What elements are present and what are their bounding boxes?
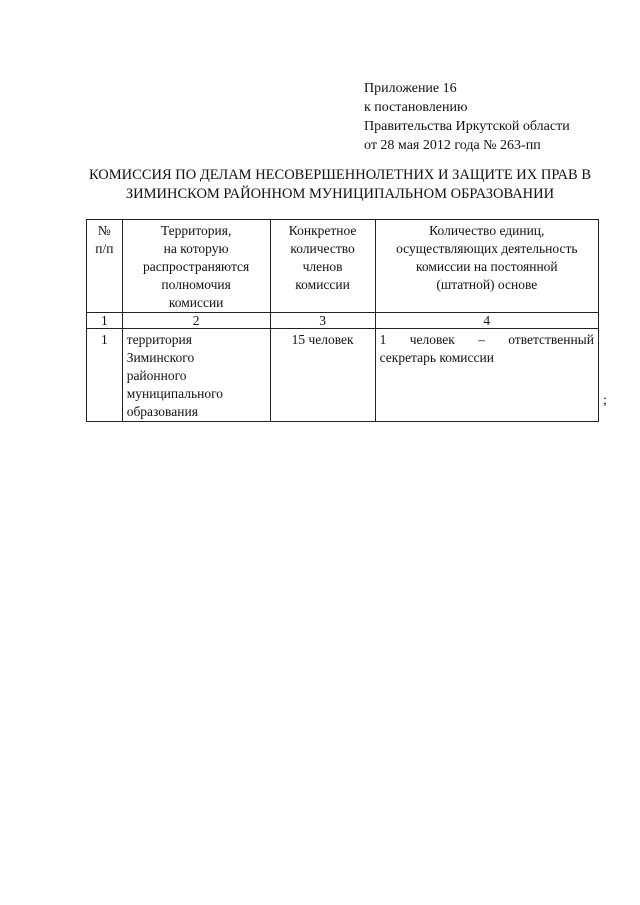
header-text: Территория, bbox=[160, 223, 232, 238]
header-text: № bbox=[97, 223, 111, 238]
row-territory bbox=[122, 329, 270, 422]
header-text: п/п bbox=[95, 241, 114, 256]
header-text: (штатной) основе bbox=[436, 277, 538, 292]
territory-line: образования bbox=[126, 404, 198, 419]
staff-word: 1 bbox=[379, 332, 387, 347]
appendix-line: от 28 мая 2012 года № 263-пп bbox=[364, 138, 541, 153]
header-cell-staff bbox=[375, 220, 598, 313]
staff-word: ответственный bbox=[508, 332, 594, 347]
column-number: 1 bbox=[87, 313, 123, 329]
header-text: распространяются bbox=[143, 259, 250, 274]
header-text: Количество единиц, bbox=[429, 223, 545, 238]
header-text: количество bbox=[290, 241, 355, 256]
row-number: 1 bbox=[87, 329, 123, 422]
appendix-line: Правительства Иркутской области bbox=[364, 119, 570, 134]
trailing-semicolon: ; bbox=[603, 393, 607, 408]
table-row bbox=[87, 329, 599, 422]
staff-line-justified bbox=[380, 331, 594, 349]
column-number: 3 bbox=[270, 313, 375, 329]
staff-word: – bbox=[478, 332, 485, 347]
territory-line: районного bbox=[126, 368, 187, 383]
header-text: комиссии bbox=[295, 277, 350, 292]
header-cell-territory bbox=[122, 220, 270, 313]
appendix-line: Приложение 16 bbox=[364, 81, 457, 96]
header-cell-number bbox=[87, 220, 123, 313]
header-text: на которую bbox=[163, 241, 229, 256]
title-line: КОМИССИЯ ПО ДЕЛАМ НЕСОВЕРШЕННОЛЕТНИХ И ЗАЩИТЕ ИХ ПРАВ В bbox=[89, 167, 591, 183]
appendix-block bbox=[364, 79, 570, 155]
row-member-count: 15 человек bbox=[270, 329, 375, 422]
header-text: комиссии bbox=[168, 295, 224, 310]
territory-line: территория bbox=[126, 332, 192, 347]
header-cell-members bbox=[270, 220, 375, 313]
title-line: ЗИМИНСКОМ РАЙОННОМ МУНИЦИПАЛЬНОМ ОБРАЗОВАНИИ bbox=[125, 186, 555, 202]
column-number-row bbox=[87, 313, 599, 329]
staff-word: человек bbox=[409, 332, 455, 347]
commission-table bbox=[86, 219, 599, 422]
header-text: осуществляющих деятельность bbox=[396, 241, 578, 256]
row-staff bbox=[375, 329, 598, 422]
territory-line: Зиминского bbox=[126, 350, 195, 365]
appendix-line: к постановлению bbox=[364, 100, 468, 115]
table-header-row bbox=[87, 220, 599, 313]
header-text: Конкретное bbox=[288, 223, 357, 238]
column-number: 4 bbox=[375, 313, 598, 329]
header-text: комиссии на постоянной bbox=[415, 259, 558, 274]
header-text: полномочия bbox=[161, 277, 231, 292]
document-title bbox=[60, 166, 620, 204]
column-number: 2 bbox=[122, 313, 270, 329]
staff-line: секретарь комиссии bbox=[379, 350, 494, 365]
header-text: членов bbox=[302, 259, 343, 274]
territory-line: муниципального bbox=[126, 386, 224, 401]
